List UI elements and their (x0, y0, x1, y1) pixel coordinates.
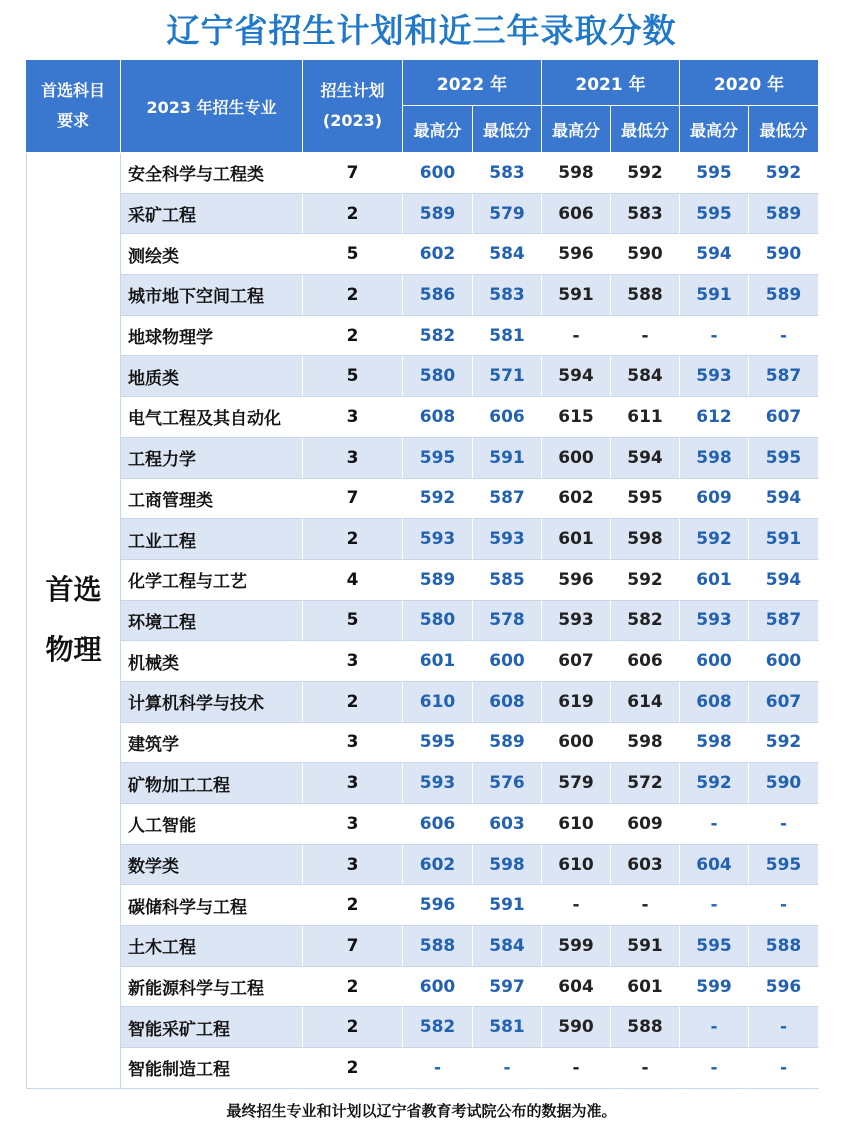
score-2022-min: 591 (473, 438, 542, 479)
score-2021-max: 601 (542, 519, 611, 560)
score-2021-max: - (542, 316, 611, 357)
score-2020-min: 607 (749, 682, 819, 723)
score-2021-min: 594 (611, 438, 680, 479)
score-2022-max: 610 (403, 682, 473, 723)
plan-cell: 3 (303, 397, 403, 438)
header-plan-line1: 招生计划 (320, 80, 385, 100)
score-2021-min: - (611, 316, 680, 357)
score-2022-min: 576 (473, 763, 542, 804)
score-2022-min: 581 (473, 316, 542, 357)
score-2022-max: 602 (403, 234, 473, 275)
score-2020-max: - (680, 885, 749, 926)
score-2022-max: - (403, 1048, 473, 1089)
plan-cell: 7 (303, 153, 403, 194)
score-2020-max: 598 (680, 438, 749, 479)
score-2020-max: 612 (680, 397, 749, 438)
score-2021-max: 599 (542, 926, 611, 967)
score-2021-max: - (542, 1048, 611, 1089)
score-2022-max: 593 (403, 763, 473, 804)
score-2022-min: 597 (473, 967, 542, 1008)
score-2022-min: 585 (473, 560, 542, 601)
header-2022-max: 最高分 (403, 106, 473, 153)
score-2022-min: 598 (473, 845, 542, 886)
major-cell: 建筑学 (121, 723, 303, 764)
score-2020-min: 595 (749, 438, 819, 479)
score-2020-min: 589 (749, 275, 819, 316)
score-2020-max: 591 (680, 275, 749, 316)
score-2021-max: 604 (542, 967, 611, 1008)
subject-requirement-cell (26, 153, 121, 1089)
major-cell: 土木工程 (121, 926, 303, 967)
score-2021-min: 583 (611, 194, 680, 235)
score-2021-max: 598 (542, 153, 611, 194)
major-cell: 人工智能 (121, 804, 303, 845)
score-2021-max: 596 (542, 234, 611, 275)
plan-cell: 2 (303, 519, 403, 560)
plan-cell: 7 (303, 479, 403, 520)
score-2020-max: 592 (680, 763, 749, 804)
score-2020-min: 589 (749, 194, 819, 235)
score-2022-max: 593 (403, 519, 473, 560)
score-2021-max: 615 (542, 397, 611, 438)
score-2021-max: 610 (542, 845, 611, 886)
major-cell: 智能制造工程 (121, 1048, 303, 1089)
score-2020-min: 587 (749, 601, 819, 642)
header-2020-min: 最低分 (749, 106, 819, 153)
score-2021-min: 611 (611, 397, 680, 438)
plan-cell: 5 (303, 356, 403, 397)
header-subject-line2: 要求 (56, 111, 89, 130)
major-cell: 工业工程 (121, 519, 303, 560)
score-2021-max: 591 (542, 275, 611, 316)
plan-cell: 5 (303, 601, 403, 642)
plan-cell: 7 (303, 926, 403, 967)
score-2020-max: 600 (680, 641, 749, 682)
plan-cell: 2 (303, 682, 403, 723)
score-2020-min: - (749, 316, 819, 357)
major-cell: 工程力学 (121, 438, 303, 479)
score-2022-max: 580 (403, 356, 473, 397)
major-cell: 环境工程 (121, 601, 303, 642)
score-2021-min: 582 (611, 601, 680, 642)
score-2022-min: 584 (473, 926, 542, 967)
score-2022-max: 592 (403, 479, 473, 520)
score-2020-min: 600 (749, 641, 819, 682)
score-2020-min: 595 (749, 845, 819, 886)
score-2022-max: 588 (403, 926, 473, 967)
score-2022-min: 591 (473, 885, 542, 926)
score-2020-min: 594 (749, 560, 819, 601)
score-2022-min: 583 (473, 275, 542, 316)
plan-cell: 2 (303, 275, 403, 316)
score-2021-min: 572 (611, 763, 680, 804)
score-2020-min: 607 (749, 397, 819, 438)
score-2020-max: - (680, 1007, 749, 1048)
score-2022-max: 601 (403, 641, 473, 682)
score-2022-max: 589 (403, 560, 473, 601)
header-plan (303, 60, 403, 153)
score-2021-min: 588 (611, 1007, 680, 1048)
major-cell: 智能采矿工程 (121, 1007, 303, 1048)
footer-note: 最终招生专业和计划以辽宁省教育考试院公布的数据为准。 (226, 1102, 617, 1120)
score-2020-min: 590 (749, 763, 819, 804)
score-2021-min: - (611, 885, 680, 926)
score-2022-min: 600 (473, 641, 542, 682)
score-2021-max: - (542, 885, 611, 926)
score-2021-min: 598 (611, 723, 680, 764)
score-2022-min: 584 (473, 234, 542, 275)
major-cell: 数学类 (121, 845, 303, 886)
score-2020-max: 593 (680, 356, 749, 397)
score-2020-min: - (749, 1048, 819, 1089)
score-2022-min: 578 (473, 601, 542, 642)
plan-cell: 3 (303, 438, 403, 479)
score-2021-min: 595 (611, 479, 680, 520)
score-2022-max: 586 (403, 275, 473, 316)
header-year-2021: 2021 年 (542, 60, 680, 106)
score-2021-max: 600 (542, 438, 611, 479)
subject-line1: 首选 (45, 573, 102, 607)
score-2021-max: 619 (542, 682, 611, 723)
score-2020-max: 592 (680, 519, 749, 560)
score-2021-min: 592 (611, 560, 680, 601)
header-2022-min: 最低分 (473, 106, 542, 153)
plan-cell: 3 (303, 804, 403, 845)
plan-cell: 5 (303, 234, 403, 275)
score-2020-min: 591 (749, 519, 819, 560)
score-2022-min: 571 (473, 356, 542, 397)
major-cell: 工商管理类 (121, 479, 303, 520)
score-2022-max: 582 (403, 1007, 473, 1048)
score-2020-max: 594 (680, 234, 749, 275)
score-2021-max: 590 (542, 1007, 611, 1048)
score-2022-max: 582 (403, 316, 473, 357)
major-cell: 测绘类 (121, 234, 303, 275)
score-2020-min: - (749, 804, 819, 845)
score-2020-max: - (680, 316, 749, 357)
plan-cell: 2 (303, 1048, 403, 1089)
score-2022-max: 589 (403, 194, 473, 235)
score-2021-max: 600 (542, 723, 611, 764)
score-2021-max: 593 (542, 601, 611, 642)
score-2021-min: 609 (611, 804, 680, 845)
score-2020-min: 594 (749, 479, 819, 520)
score-2021-max: 602 (542, 479, 611, 520)
score-2020-max: 601 (680, 560, 749, 601)
score-2022-max: 595 (403, 438, 473, 479)
score-2020-max: 608 (680, 682, 749, 723)
major-cell: 地质类 (121, 356, 303, 397)
score-2020-max: 593 (680, 601, 749, 642)
plan-cell: 2 (303, 316, 403, 357)
score-2020-min: 592 (749, 723, 819, 764)
score-2022-min: 606 (473, 397, 542, 438)
score-2021-max: 606 (542, 194, 611, 235)
score-2020-max: - (680, 1048, 749, 1089)
score-2022-max: 608 (403, 397, 473, 438)
score-2021-min: 603 (611, 845, 680, 886)
score-2020-min: 596 (749, 967, 819, 1008)
score-2021-max: 594 (542, 356, 611, 397)
score-2021-min: 591 (611, 926, 680, 967)
major-cell: 电气工程及其自动化 (121, 397, 303, 438)
score-2020-min: 588 (749, 926, 819, 967)
score-2022-min: 589 (473, 723, 542, 764)
major-cell: 安全科学与工程类 (121, 153, 303, 194)
score-2020-max: 595 (680, 194, 749, 235)
major-cell: 城市地下空间工程 (121, 275, 303, 316)
score-2021-min: 588 (611, 275, 680, 316)
major-cell: 机械类 (121, 641, 303, 682)
score-2022-max: 596 (403, 885, 473, 926)
score-2020-max: 598 (680, 723, 749, 764)
major-cell: 碳储科学与工程 (121, 885, 303, 926)
score-2020-min: 587 (749, 356, 819, 397)
score-2021-min: 614 (611, 682, 680, 723)
score-2020-min: - (749, 885, 819, 926)
header-major: 2023 年招生专业 (121, 60, 303, 153)
score-2021-min: 601 (611, 967, 680, 1008)
page-title: 辽宁省招生计划和近三年录取分数 (166, 11, 677, 50)
score-2021-min: 606 (611, 641, 680, 682)
score-2020-min: 592 (749, 153, 819, 194)
score-2022-max: 595 (403, 723, 473, 764)
plan-cell: 2 (303, 194, 403, 235)
header-subject-line1: 首选科目 (40, 80, 105, 100)
score-2022-max: 600 (403, 153, 473, 194)
score-2020-min: 590 (749, 234, 819, 275)
major-cell: 采矿工程 (121, 194, 303, 235)
subject-line2: 物理 (45, 633, 102, 667)
score-2022-min: 581 (473, 1007, 542, 1048)
header-2021-min: 最低分 (611, 106, 680, 153)
score-2021-max: 610 (542, 804, 611, 845)
score-2022-max: 606 (403, 804, 473, 845)
score-2021-max: 607 (542, 641, 611, 682)
score-2020-max: 595 (680, 153, 749, 194)
score-2022-min: - (473, 1048, 542, 1089)
plan-cell: 3 (303, 641, 403, 682)
score-2022-min: 587 (473, 479, 542, 520)
plan-cell: 3 (303, 723, 403, 764)
score-2021-min: 584 (611, 356, 680, 397)
score-2021-max: 579 (542, 763, 611, 804)
admission-table (26, 60, 819, 1090)
header-subject-requirement (26, 60, 121, 153)
score-2021-min: 590 (611, 234, 680, 275)
score-2021-min: 598 (611, 519, 680, 560)
header-plan-line2: (2023) (322, 111, 383, 130)
plan-cell: 2 (303, 967, 403, 1008)
score-2021-min: 592 (611, 153, 680, 194)
major-cell: 新能源科学与工程 (121, 967, 303, 1008)
score-2022-min: 593 (473, 519, 542, 560)
score-2020-max: 595 (680, 926, 749, 967)
major-cell: 计算机科学与技术 (121, 682, 303, 723)
major-cell: 地球物理学 (121, 316, 303, 357)
score-2021-min: - (611, 1048, 680, 1089)
score-2022-max: 580 (403, 601, 473, 642)
header-year-2020: 2020 年 (680, 60, 819, 106)
header-2020-max: 最高分 (680, 106, 749, 153)
score-2020-max: 609 (680, 479, 749, 520)
major-cell: 矿物加工工程 (121, 763, 303, 804)
score-2022-min: 583 (473, 153, 542, 194)
score-2022-max: 600 (403, 967, 473, 1008)
plan-cell: 4 (303, 560, 403, 601)
score-2022-max: 602 (403, 845, 473, 886)
score-2020-max: 599 (680, 967, 749, 1008)
plan-cell: 3 (303, 763, 403, 804)
score-2022-min: 603 (473, 804, 542, 845)
score-2020-max: 604 (680, 845, 749, 886)
score-2021-max: 596 (542, 560, 611, 601)
plan-cell: 2 (303, 885, 403, 926)
score-2020-max: - (680, 804, 749, 845)
plan-cell: 3 (303, 845, 403, 886)
header-2021-max: 最高分 (542, 106, 611, 153)
score-2020-min: - (749, 1007, 819, 1048)
score-2022-min: 608 (473, 682, 542, 723)
header-year-2022: 2022 年 (403, 60, 542, 106)
major-cell: 化学工程与工艺 (121, 560, 303, 601)
score-2022-min: 579 (473, 194, 542, 235)
plan-cell: 2 (303, 1007, 403, 1048)
